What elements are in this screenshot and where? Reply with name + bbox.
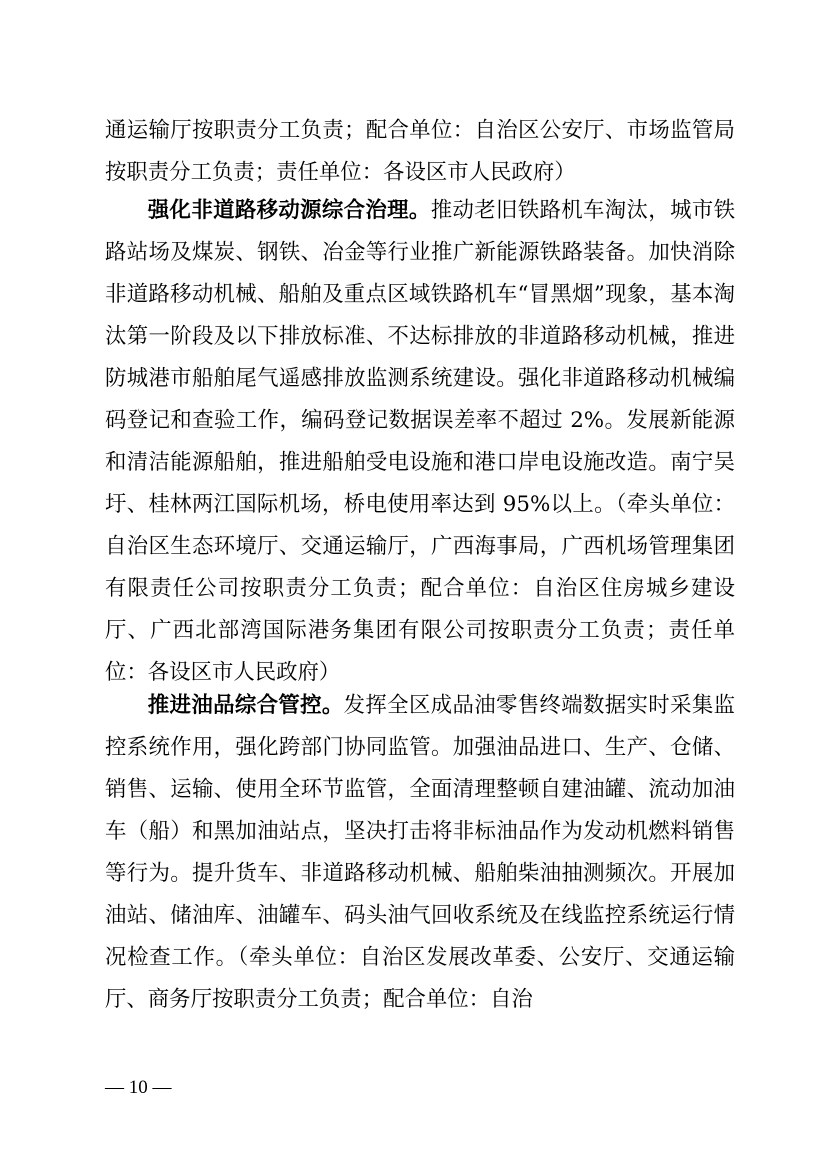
paragraph-heading: 推进油品综合管控。 bbox=[147, 693, 344, 718]
paragraph-oil-control bbox=[105, 685, 735, 1021]
paragraph-continuation-text: 通运输厅按职责分工负责；配合单位：自治区公安厅、市场监管局按职责分工负责；责任单位：各设区市人民政府） bbox=[105, 118, 735, 185]
paragraph-body: 推动老旧铁路机车淘汰，城市铁路站场及煤炭、钢铁、冶金等行业推广新能源铁路装备。加快消除非道路移动机械、船舶及重点区域铁路机车“冒黑烟”现象，基本淘汰第一阶段及以下排放标准、不达标排放的非道路移动机械，推进防城港市船舶尾气遥感排放监测系统建设。强化非道路移动机械编码登记和查验工作，编码登记数据误差率不超过 2%。发展新能源和清洁能源船舶，推进船舶受电设施和港口岸电设施改造。南宁吴圩、桂林两江国际机场，桥电使用率达到 95%以上。（牵头单位：自治区生态环境厅、交通运输厅，广西海事局，广西机场管理集团有限责任公司按职责分工负责；配合单位：自治区住房城乡建设厅、广西北部湾国际港务集团有限公司按职责分工负责；责任单位：各设区市人民政府） bbox=[105, 198, 735, 685]
paragraph-continuation bbox=[105, 110, 735, 194]
paragraph-non-road-mobile-block bbox=[105, 190, 735, 694]
paragraph-body: 发挥全区成品油零售终端数据实时采集监控系统作用，强化跨部门协同监管。加强油品进口、生产、仓储、销售、运输、使用全环节监管，全面清理整顿自建油罐、流动加油车（船）和黑加油站点，坚决打击将非标油品作为发动机燃料销售等行为。提升货车、非道路移动机械、船舶柴油抽测频次。开展加油站、储油库、油罐车、码头油气回收系统及在线监控系统运行情况检查工作。（牵头单位：自治区发展改革委、公安厅、交通运输厅、商务厅按职责分工负责；配合单位：自治 bbox=[105, 693, 735, 1012]
paragraph-continuation-block bbox=[105, 110, 735, 194]
paragraph-non-road-mobile bbox=[105, 190, 735, 694]
paragraph-oil-control-block bbox=[105, 685, 735, 1021]
page-number: — 10 — bbox=[105, 1077, 172, 1098]
paragraph-heading: 强化非道路移动源综合治理。 bbox=[147, 198, 431, 223]
